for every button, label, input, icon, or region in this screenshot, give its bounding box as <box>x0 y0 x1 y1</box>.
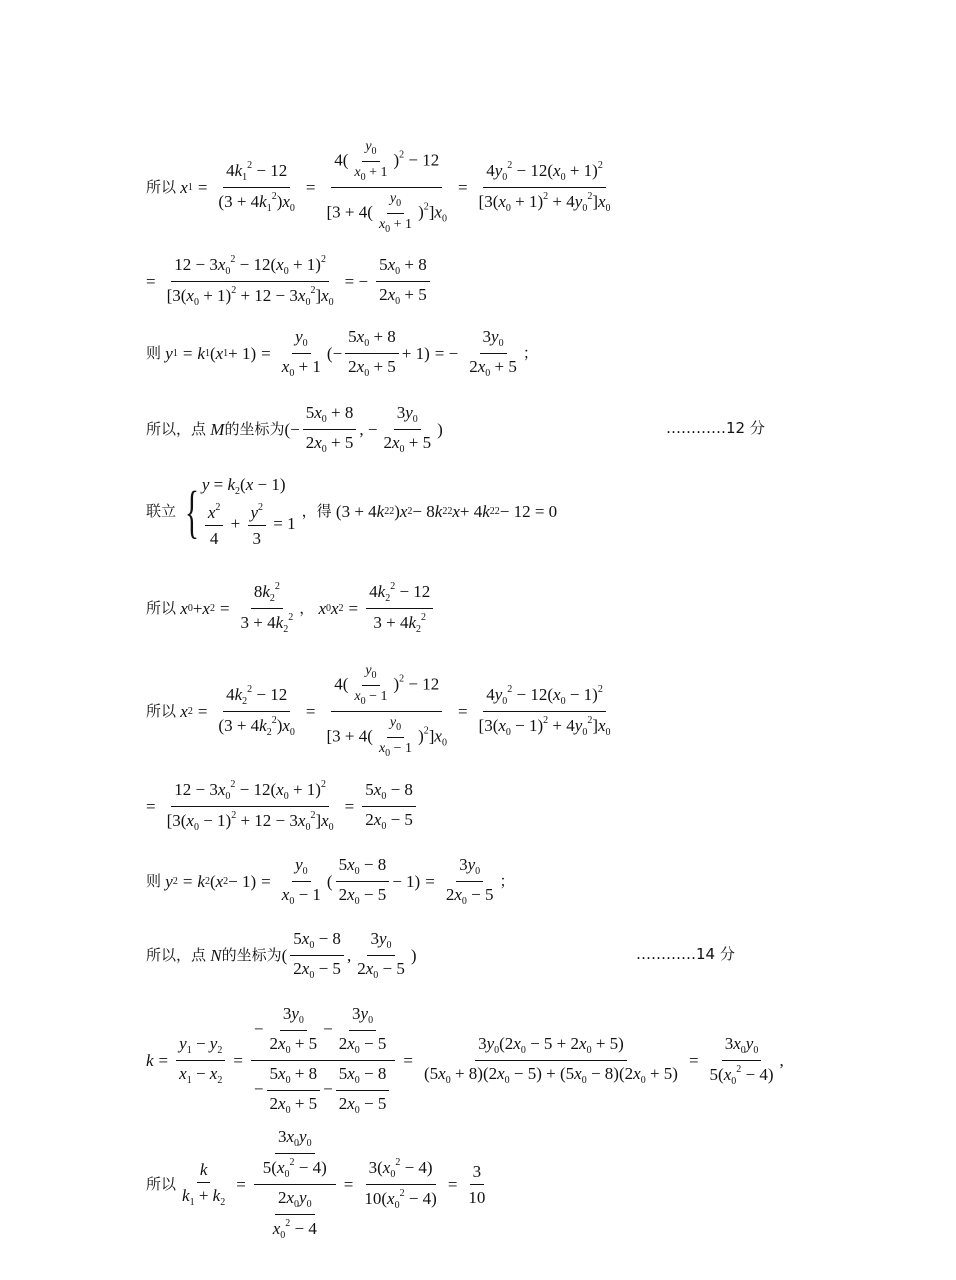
fraction: $\frac{4k_2^2 - 12}{(3 + 4k_2^2)x_0}$ <box>218 684 295 738</box>
point-n-coordinates: 所以，点 N 的坐标为 ( $\frac{5x_0 - 8}{2x_0 - 5}$ , $\frac{3y_0}{2x_0 - 5}$ ) <box>146 929 417 981</box>
fraction: $\frac{5x_0 - 8}{2x_0 - 5}$ <box>290 930 344 981</box>
fraction: $\frac{5x_0 - 8}{2x_0 - 5}$ <box>362 781 416 832</box>
fraction: − $\frac{3y_0}{2x_0 + 5}$ − $\frac{3y_0}{2x_0 - 5}$ − $\frac{5x_0 + 8}{2x_0 + 5}$ − $\frac{5x_0 - 8}{2x_0 - 5}$ <box>251 1005 395 1116</box>
equation-x2: 所以 x 2 = $\frac{4k_2^2 - 12}{(3 + 4k_2^2)x_0}$ = 4( $\frac{y_0}{x_0 - 1}$ )$^2$ − 12 [3 + 4( $\frac{y_0}{x_0 - 1}$ )$^2]x_0$ = $\frac{4y_0^2 - 12(x_0 - 1)^2}{[3(x_0 - 1)^2 + 4y_0^2]x_0}$ <box>146 664 617 759</box>
equation-x1: 所以 x 1 = $\frac{4k_1^2 - 12}{(3 + 4k_1^2)x_0}$ = 4( $\frac{y_0}{x_0 + 1}$ )$^2$ − 12 [3 + 4( $\frac{y_0}{x_0 + 1}$ )$^2]x_0$ = $\frac{4y_0^2 - 12(x_0 + 1)^2}{[3(x_0 + 1)^2 + 4y_0^2]x_0}$ <box>146 140 617 235</box>
fraction: $\frac{5x_0 + 8}{2x_0 + 5}$ <box>303 404 357 455</box>
point-m-coordinates: 所以，点 M 的坐标为 (− $\frac{5x_0 + 8}{2x_0 + 5}$ , − $\frac{3y_0}{2x_0 + 5}$ ) <box>146 403 443 455</box>
fraction: $\frac{\frac{3x_0y_0}{5(x_0^2 - 4)}}{\frac{2x_0y_0}{x_0^2 - 4}}$ <box>254 1128 336 1241</box>
fraction: $\frac{3y_0(2x_0 - 5 + 2x_0 + 5)}{(5x_0 + 8)(2x_0 - 5) + (5x_0 - 8)(2x_0 + 5)}$ <box>423 1034 678 1086</box>
equation-final-ratio: 所以 $\frac{k}{k_1 + k_2}$ = $\frac{\frac{3x_0y_0}{5(x_0^2 - 4)}}{\frac{2x_0y_0}{x_0^2 - 4}}$ = $\frac{3(x_0^2 - 4)}{10(x_0^2 - 4)}$ = $\frac{3}{10}$ <box>146 1128 491 1241</box>
fraction: $\frac{5x_0 + 8}{2x_0 + 5}$ <box>345 328 399 379</box>
fraction: $\frac{y_0}{x_0 - 1}$ <box>281 855 321 907</box>
equation-slope-k: k = $\frac{y_1 - y_2}{x_1 - x_2}$ = − $\frac{3y_0}{2x_0 + 5}$ − $\frac{3y_0}{2x_0 - 5}$ − $\frac{5x_0 + 8}{2x_0 + 5}$ − $\frac{5x_0 - 8}{2x_0 - 5}$ = $\frac{3y_0(2x_0 - 5 + 2x_0 + 5)}{(5x_0 + 8)(2x_0 - 5) + (5x_0 - 8)(2x_0 + 5)}$ = $\frac{3x_0y_0}{5(x_0^2 - 4)}$ , <box>146 1004 784 1116</box>
point-m-label: M <box>210 420 225 439</box>
fraction: $\frac{4y_0^2 - 12(x_0 + 1)^2}{[3(x_0 + 1)^2 + 4y_0^2]x_0}$ <box>478 160 611 214</box>
label-suoyi: 所以 <box>146 178 177 196</box>
fraction: $\frac{12 - 3x_0^2 - 12(x_0 + 1)^2}{[3(x_0 - 1)^2 + 12 - 3x_0^2]x_0}$ <box>166 779 334 833</box>
label-ze: 则 <box>146 344 162 362</box>
fraction: $\frac{3y_0}{2x_0 + 5}$ <box>383 403 432 455</box>
score-14: …………14 分 <box>636 945 735 963</box>
fraction: $\frac{12 - 3x_0^2 - 12(x_0 + 1)^2}{[3(x_0 + 1)^2 + 12 - 3x_0^2]x_0}$ <box>166 254 334 308</box>
equation-system-brace: { $y = k_2(x - 1)$ $\frac{x^2}{4}$ + $\frac{y^2}{3}$ = 1 <box>184 475 296 548</box>
equation-y2: 则 y 2 = k 2 ( x 2 − 1) = $\frac{y_0}{x_0 - 1}$ ( $\frac{5x_0 - 8}{2x_0 - 5}$ − 1) = $\frac{3y_0}{2x_0 - 5}$ ； <box>146 855 515 907</box>
fraction: $\frac{5x_0 + 8}{2x_0 + 5}$ <box>376 256 430 307</box>
fraction: $\frac{3(x_0^2 - 4)}{10(x_0^2 - 4)}$ <box>364 1157 437 1211</box>
equation-x1-continued: = $\frac{12 - 3x_0^2 - 12(x_0 + 1)^2}{[3(x_0 + 1)^2 + 12 - 3x_0^2]x_0}$ = − $\frac{5x_0 + 8}{2x_0 + 5}$ <box>146 255 433 308</box>
fraction: $\frac{3y_0}{2x_0 - 5}$ <box>357 929 405 981</box>
fraction: $\frac{5x_0 - 8}{2x_0 - 5}$ <box>336 856 390 907</box>
fraction: $\frac{3y_0}{2x_0 + 5}$ <box>469 327 517 379</box>
fraction: $\frac{y_1 - y_2}{x_1 - x_2}$ <box>176 1035 225 1086</box>
fraction: $\frac{4k_2^2 - 12}{3 + 4k_2^2}$ <box>366 582 433 635</box>
fraction: $\frac{k}{k_1 + k_2}$ <box>182 1160 226 1208</box>
fraction: $\frac{4k_1^2 - 12}{(3 + 4k_1^2)x_0}$ <box>218 160 295 214</box>
fraction: $\frac{4y_0^2 - 12(x_0 - 1)^2}{[3(x_0 - 1)^2 + 4y_0^2]x_0}$ <box>478 684 611 738</box>
fraction: $\frac{8k_2^2}{3 + 4k_2^2}$ <box>240 581 294 635</box>
score-12: …………12 分 <box>666 419 765 437</box>
fraction: $\frac{3y_0}{2x_0 - 5}$ <box>445 855 494 907</box>
equation-vieta: 所以 x 0 + x 2 = $\frac{8k_2^2}{3 + 4k_2^2}$ ， x 0 x 2 = $\frac{4k_2^2 - 12}{3 + 4k_2^2}$ <box>146 582 436 635</box>
equation-x2-continued: = $\frac{12 - 3x_0^2 - 12(x_0 + 1)^2}{[3(x_0 - 1)^2 + 12 - 3x_0^2]x_0}$ = $\frac{5x_0 - 8}{2x_0 - 5}$ <box>146 780 419 833</box>
equation-y1: 则 y 1 = k 1 ( x 1 + 1) = $\frac{y_0}{x_0 + 1}$ (− $\frac{5x_0 + 8}{2x_0 + 5}$ + 1) = − $\frac{3y_0}{2x_0 + 5}$ ； <box>146 327 538 379</box>
fraction: 4( $\frac{y_0}{x_0 + 1}$ )$^2$ − 12 [3 + 4( $\frac{y_0}{x_0 + 1}$ )$^2]x_0$ <box>326 139 447 235</box>
fraction: $\frac{3}{10}$ <box>468 1162 486 1207</box>
point-n-label: N <box>210 946 222 965</box>
fraction: $\frac{y_0}{x_0 + 1}$ <box>281 327 321 379</box>
fraction: $\frac{3x_0y_0}{5(x_0^2 - 4)}$ <box>709 1033 774 1087</box>
fraction: 4( $\frac{y_0}{x_0 - 1}$ )$^2$ − 12 [3 + 4( $\frac{y_0}{x_0 - 1}$ )$^2]x_0$ <box>326 663 447 759</box>
equation-system: 联立 { $y = k_2(x - 1)$ $\frac{x^2}{4}$ + $\frac{y^2}{3}$ = 1 ，得 (3 + 4 k 2 2 ) x 2 − 8 k 2 2 x + 4 k 2 2 − 12 = 0 <box>146 475 558 548</box>
